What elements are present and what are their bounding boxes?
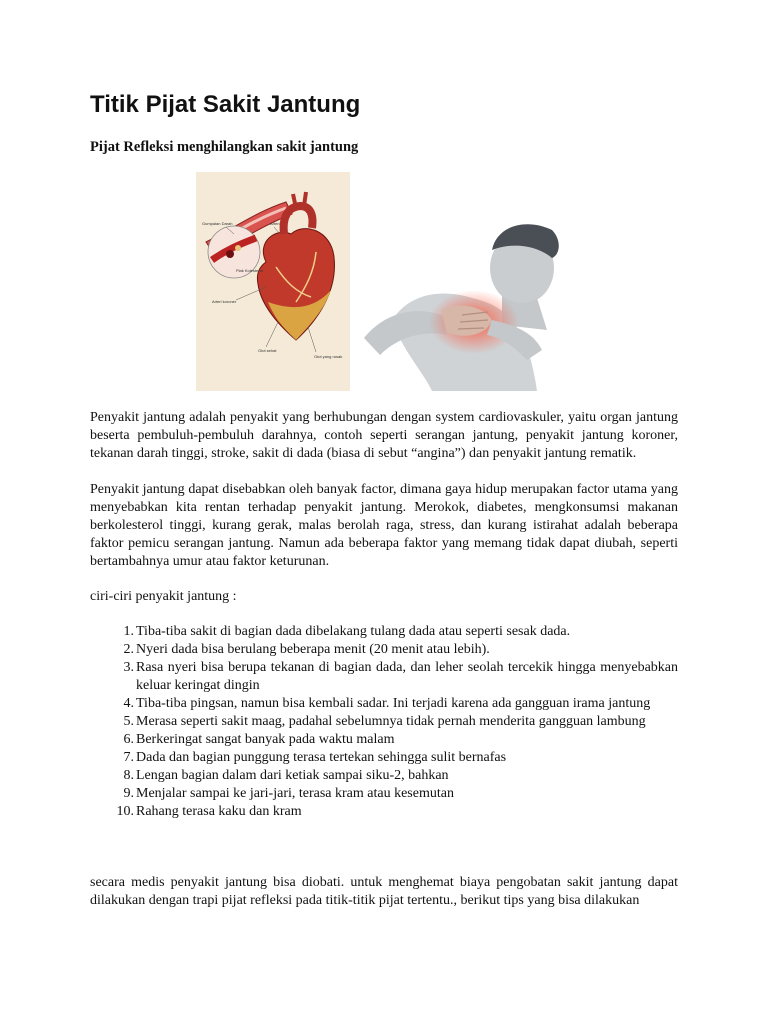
heart-anatomy-illustration <box>196 172 350 391</box>
list-number: 5. <box>123 714 134 729</box>
figure-label: Otot sehat <box>258 348 277 353</box>
page-title: Titik Pijat Sakit Jantung <box>90 91 361 118</box>
page-subtitle: Pijat Refleksi menghilangkan sakit jantung <box>90 139 359 155</box>
list-item-text: Merasa seperti sakit maag, padahal sebelumnya tidak pernah menderita gangguan lambung <box>136 714 646 729</box>
list-number: 6. <box>123 732 134 747</box>
list-item <box>90 713 678 731</box>
list-item <box>90 803 678 821</box>
symptoms-heading: ciri-ciri penyakit jantung : <box>90 589 237 604</box>
list-item-text: Menjalar sampai ke jari-jari, terasa kram atau kesemutan <box>136 786 454 801</box>
list-item-text: Nyeri dada bisa berulang beberapa menit (20 menit atau lebih). <box>136 642 490 657</box>
list-number: 9. <box>123 786 134 801</box>
figure-label: Arteri <box>270 221 280 226</box>
figure-label: Arteri koroner <box>212 299 237 304</box>
causes-paragraph: Penyakit jantung dapat disebabkan oleh banyak factor, dimana gaya hidup merupakan factor utama yang menyebabkan kita rentan terhadap penyakit jantung. Merokok, diabetes, mengkonsumsi makanan berkolesterol tinggi, kurang gerak, malas berolah raga, stress, dan kurang istirahat adalah beberapa faktor pemicu serangan jantung. Namun ada beberapa faktor yang memang tidak dapat diubah, seperti bertambahnya umur atau faktor keturunan. <box>90 482 678 569</box>
list-item <box>90 767 678 785</box>
list-number: 8. <box>123 768 134 783</box>
symptoms-list <box>90 623 678 821</box>
list-item-text: Berkeringat sangat banyak pada waktu malam <box>136 732 395 747</box>
list-item-text: Lengan bagian dalam dari ketiak sampai siku-2, bahkan <box>136 768 449 783</box>
list-item-text: Dada dan bagian punggung terasa tertekan sehingga sulit bernafas <box>136 750 507 765</box>
list-number: 10. <box>116 804 134 819</box>
intro-paragraph: Penyakit jantung adalah penyakit yang berhubungan dengan system cardiovaskuler, yaitu organ jantung beserta pembuluh-pembuluh darahnya, contoh seperti serangan jantung, penyakit jantung koroner, tekanan darah tinggi, stroke, sakit di dada (biasa di sebut “angina”) dan penyakit jantung rematik. <box>90 410 678 461</box>
list-item <box>90 641 678 659</box>
figure-label: Plak Kolesterol <box>236 268 263 273</box>
figure-label: Otot yang rusak <box>314 354 343 359</box>
list-item-text: Tiba-tiba pingsan, namun bisa kembali sadar. Ini terjadi karena ada gangguan irama jantung <box>136 696 651 711</box>
list-item <box>90 659 678 695</box>
list-number: 1. <box>123 624 134 639</box>
list-item <box>90 731 678 749</box>
figure-label: Gumpalan Darah <box>202 221 233 226</box>
list-item <box>90 695 678 713</box>
list-number: 3. <box>123 660 134 675</box>
chest-pain-photo <box>352 210 574 391</box>
list-item <box>90 749 678 767</box>
list-item-text: Rasa nyeri bisa berupa tekanan di bagian dada, dan leher seolah tercekik hingga menyebabkan keluar keringat dingin <box>136 660 678 693</box>
list-number: 4. <box>123 696 134 711</box>
closing-paragraph: secara medis penyakit jantung bisa diobati. untuk menghemat biaya pengobatan sakit jantung dapat dilakukan dengan trapi pijat refleksi pada titik-titik pijat tertentu., berikut tips yang bisa dilakukan <box>90 875 678 908</box>
list-item-text: Rahang terasa kaku dan kram <box>136 804 302 819</box>
list-item <box>90 785 678 803</box>
list-item-text: Tiba-tiba sakit di bagian dada dibelakang tulang dada atau seperti sesak dada. <box>136 624 571 639</box>
list-number: 2. <box>123 642 134 657</box>
list-item <box>90 623 678 641</box>
list-number: 7. <box>123 750 134 765</box>
